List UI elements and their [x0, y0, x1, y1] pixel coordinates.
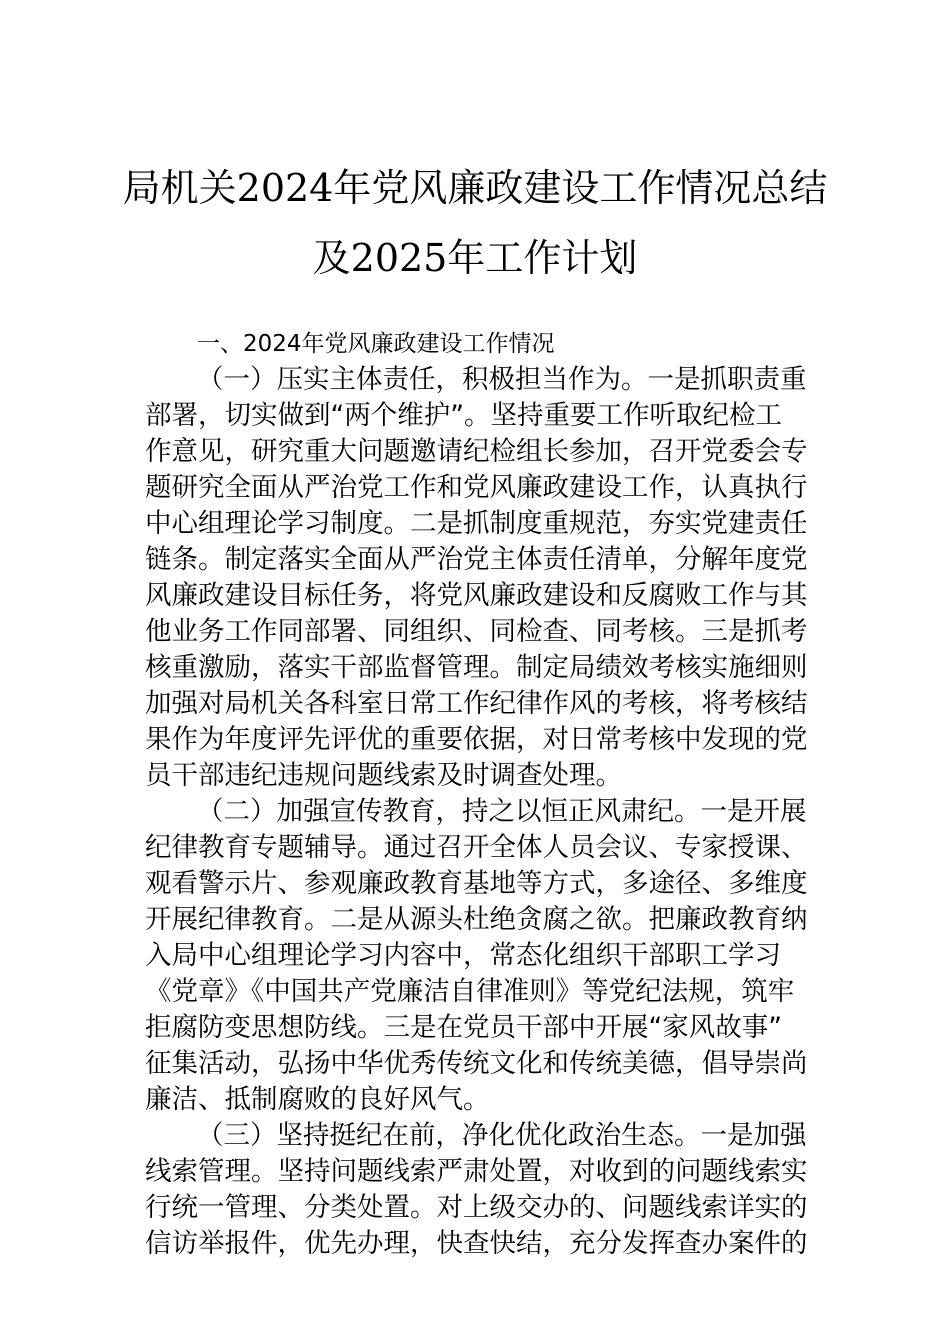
paragraph-1-line: 风廉政建设目标任务，将党风廉政建设和反腐败工作与其	[145, 580, 808, 611]
document-title-line-2: 及2025年工作计划	[312, 236, 638, 280]
paragraph-1-line: 链条。制定落实全面从严治党主体责任清单，分解年度党	[145, 544, 808, 575]
paragraph-1-line: 中心组理论学习制度。二是抓制度重规范，夯实党建责任	[145, 508, 808, 539]
paragraph-2-line: 开展纪律教育。二是从源头杜绝贪腐之欲。把廉政教育纳	[145, 904, 808, 935]
paragraph-2-line: 拒腐防变思想防线。三是在党员干部中开展“家风故事”	[145, 1012, 782, 1043]
paragraph-3-line: （三）坚持挺纪在前，净化优化政治生态。一是加强	[197, 1120, 807, 1151]
paragraph-1-line: 果作为年度评先评优的重要依据，对日常考核中发现的党	[145, 724, 808, 755]
paragraph-3-line: 信访举报件，优先办理，快查快结，充分发挥查办案件的	[145, 1228, 808, 1259]
document-title-line-1: 局机关2024年党风廉政建设工作情况总结	[122, 166, 828, 210]
paragraph-2-line: 纪律教育专题辅导。通过召开全体人员会议、专家授课、	[145, 832, 808, 863]
paragraph-2-line: 廉洁、抵制腐败的良好风气。	[145, 1084, 490, 1115]
paragraph-2-line: （二）加强宣传教育，持之以恒正风肃纪。一是开展	[197, 796, 807, 827]
paragraph-1-line: 员干部违纪违规问题线索及时调查处理。	[145, 760, 622, 791]
paragraph-2-line: 《党章》《中国共产党廉洁自律准则》等党纪法规，筑牢	[145, 976, 795, 1007]
paragraph-3-line: 行统一管理、分类处置。对上级交办的、问题线索详实的	[145, 1192, 808, 1223]
paragraph-2-line: 观看警示片、参观廉政教育基地等方式，多途径、多维度	[145, 868, 808, 899]
paragraph-2-line: 入局中心组理论学习内容中，常态化组织干部职工学习	[145, 940, 781, 971]
document-body	[145, 326, 811, 1262]
paragraph-2-line: 征集活动，弘扬中华优秀传统文化和传统美德，倡导崇尚	[145, 1048, 808, 1079]
paragraph-1-line: 部署，切实做到“两个维护”。坚持重要工作听取纪检工	[145, 400, 782, 431]
paragraph-3-line: 线索管理。坚持问题线索严肃处置，对收到的问题线索实	[145, 1156, 808, 1187]
paragraph-1-line: 题研究全面从严治党工作和党风廉政建设工作，认真执行	[145, 472, 808, 503]
paragraph-1-line: 加强对局机关各科室日常工作纪律作风的考核，将考核结	[145, 688, 808, 719]
paragraph-1-line: （一）压实主体责任，积极担当作为。一是抓职责重	[197, 364, 807, 395]
paragraph-1-line: 核重激励，落实干部监督管理。制定局绩效考核实施细则	[145, 652, 808, 683]
paragraph-1-line: 作意见，研究重大问题邀请纪检组长参加，召开党委会专	[145, 436, 808, 467]
section-heading: 一、2024年党风廉政建设工作情况	[197, 331, 555, 357]
paragraph-1-line: 他业务工作同部署、同组织、同检查、同考核。三是抓考	[145, 616, 808, 647]
